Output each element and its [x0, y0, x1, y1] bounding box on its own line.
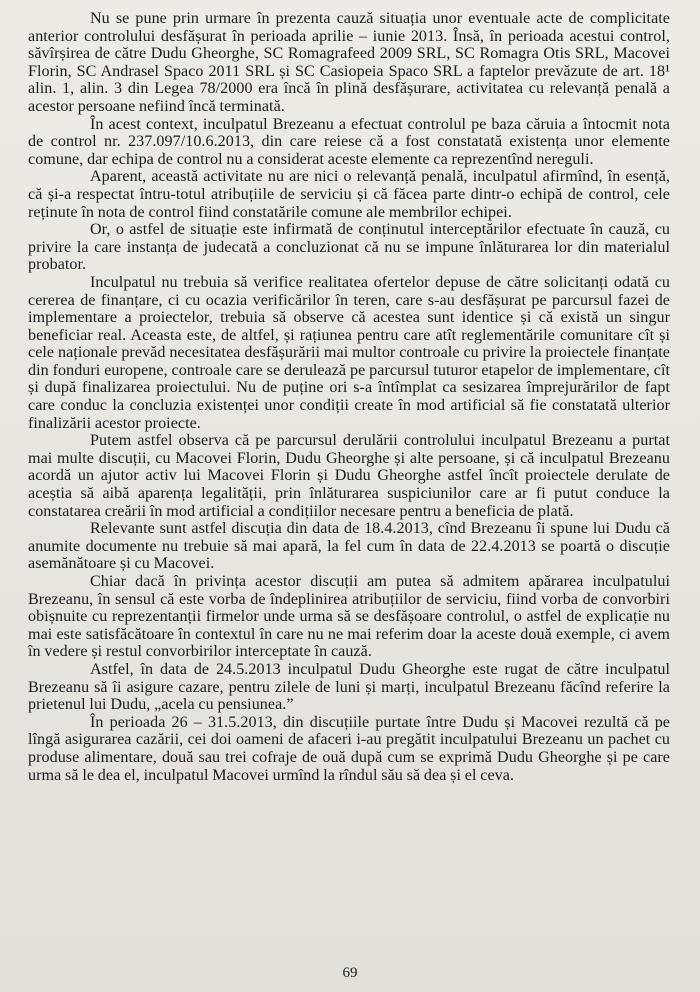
paragraph: În perioada 26 – 31.5.2013, din discuțiile purtate între Dudu și Macovei rezultă că pe lîngă asigurarea cazării, cei doi oameni de afaceri i-au pregătit inculpatului Brezeanu un pachet cu produse alimentare, două sau trei cofraje de ouă după cum se exprimă Dudu Gheorghe și pe care urma să le dea el, inculpatul Macovei urmînd la rîndul său să dea și el ceva. — [28, 713, 670, 784]
paragraph: Astfel, în data de 24.5.2013 inculpatul Dudu Gheorghe este rugat de către inculpatul Brezeanu să îi asigure cazare, pentru zilele de luni și marți, inculpatul Brezeanu făcînd referire la prietenul lui Dudu, „acela cu pensiunea.” — [28, 660, 670, 714]
paragraph: Or, o astfel de situație este infirmată de conținutul interceptărilor efectuate în cauză, cu privire la care instanța de judecată a concluzionat că nu se impune înlăturarea lor din materialul probator. — [28, 221, 670, 274]
page-number: 69 — [342, 965, 358, 981]
document-body — [28, 10, 670, 784]
paragraph: Relevante sunt astfel discuția din data de 18.4.2013, cînd Brezeanu îi spune lui Dudu că anumite documente nu trebuie să mai apară, la fel cum în data de 22.4.2013 se poartă o discuție asemănătoare și cu Macovei. — [28, 520, 670, 573]
paragraph: Putem astfel observa că pe parcursul derulării controlului inculpatul Brezeanu a purtat mai multe discuții, cu Macovei Florin, Dudu Gheorghe și alte persoane, și că inculpatul Brezeanu acordă un ajutor activ lui Macovei Florin și Dudu Gheorghe astfel încît proiectele derulate de aceștia să aibă aparența legalității, prin înlăturarea suspiciunilor care ar fi putut conduce la constatarea creării în mod artificial a condițiilor necesare pentru a beneficia de plată. — [28, 432, 670, 520]
paragraph: Inculpatul nu trebuia să verifice realitatea ofertelor depuse de către solicitanți odată cu cererea de finanțare, ci cu ocazia verificărilor în teren, care s-au desfășurat pe parcursul fazei de implementare a proiectelor, trebuia să observe că acestea sunt identice și că există un singur beneficiar real. Aceasta este, de altfel, și rațiunea pentru care atît reglementările comunitare cît și cele naționale prevăd necesitatea desfășurării mai multor controale cu privire la proiectele finanțate din fonduri europene, controale care se derulează pe parcursul tuturor etapelor de implementare, cît și după finalizarea proiectului. Nu de puține ori s-a întîmplat ca sesizarea împrejurărilor de fapt care conduc la concluzia existenței unor condiții create în mod artificial să fie constatată ulterior finalizării acestor proiecte. — [28, 273, 670, 432]
paragraph: Nu se pune prin urmare în prezenta cauză situația unor eventuale acte de complicitate anterior controlului desfășurat în perioada aprilie – iunie 2013. Însă, în perioada acestui control, săvîrșirea de către Dudu Gheorghe, SC Romagrafeed 2009 SRL, SC Romagra Otis SRL, Macovei Florin, SC Andrasel Spaco 2011 SRL și SC Casiopeia Spaco SRL a faptelor prevăzute de art. 18¹ alin. 1, alin. 3 din Legea 78/2000 era încă în plină desfășurare, activitatea cu relevanță penală a acestor persoane nefiind încă terminată. — [28, 10, 670, 115]
paragraph: Chiar dacă în privința acestor discuții am putea să admitem apărarea inculpatului Brezeanu, în sensul că este vorba de îndeplinirea atribuțiilor de serviciu, fiind vorba de convorbiri obișnuite cu reprezentanții firmelor unde urma să se desfășoare controlul, o astfel de explicație nu mai este satisfăcătoare în contextul în care nu ne mai referim doar la aceste două exemple, ci avem în vedere și restul convorbirilor interceptate în cauză. — [28, 573, 670, 661]
paragraph: Aparent, această activitate nu are nici o relevanță penală, inculpatul afirmînd, în esență, că și-a respectat întru-totul atribuțiile de serviciu și că făcea parte dintr-o echipă de control, cele reținute în nota de control fiind constatările comune ale membrilor echipei. — [28, 168, 670, 221]
paragraph: În acest context, inculpatul Brezeanu a efectuat controlul pe baza căruia a întocmit nota de control nr. 237.097/10.6.2013, din care reiese că a fost constatată existența unor elemente comune, dar echipa de control nu a considerat aceste elemente ca reprezentînd nereguli. — [28, 115, 670, 168]
